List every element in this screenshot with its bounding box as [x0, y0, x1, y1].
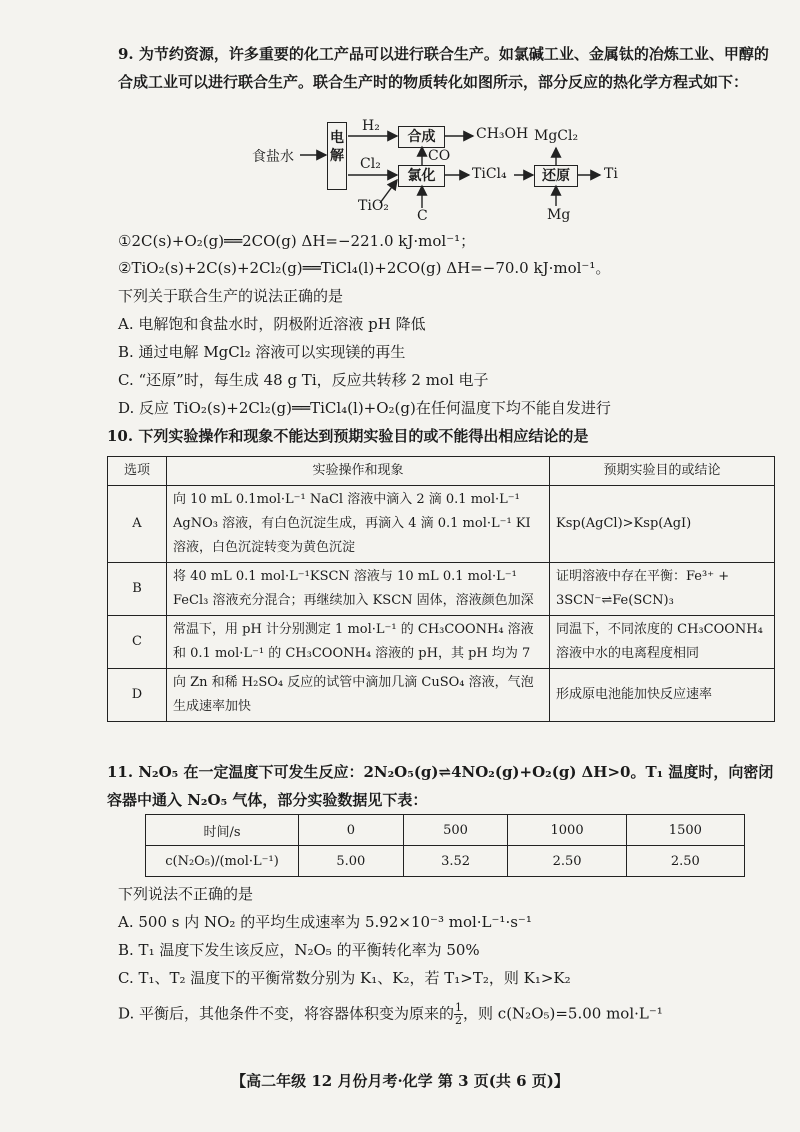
row-operation: 向 10 mL 0.1mol·L⁻¹ NaCl 溶液中滴入 2 滴 0.1 mol·L⁻¹ AgNO₃ 溶液，有白色沉淀生成，再滴入 4 滴 0.1 mol·L⁻¹ KI 溶液，白色沉淀转变为黄色沉淀: [167, 486, 550, 563]
q11-option-b: B. T₁ 温度下发生该反应，N₂O₅ 的平衡转化率为 50%: [118, 941, 480, 959]
header-option: 选项: [108, 457, 167, 486]
time-cell: 1500: [626, 815, 744, 846]
q11-stem: 11. N₂O₅ 在一定温度下可发生反应：2N₂O₅(g)⇌4NO₂(g)+O₂(g) ΔH>0。T₁ 温度时，向密闭容器中通入 N₂O₅ 气体，部分实验数据见下表：: [107, 763, 774, 809]
tio2-label: TiO₂: [358, 198, 389, 214]
q11-prompt: 下列说法不正确的是: [118, 885, 254, 903]
q10-table: [107, 456, 775, 722]
q11-option-c: C. T₁、T₂ 温度下的平衡常数分别为 K₁、K₂，若 T₁>T₂，则 K₁>K₂: [118, 969, 571, 987]
row-label: C: [108, 616, 167, 669]
chlorination-box: 氯化: [398, 165, 445, 187]
fraction-denominator: 2: [455, 1014, 463, 1027]
q9-equation-2: ②TiO₂(s)+2C(s)+2Cl₂(g)══TiCl₄(l)+2CO(g) ΔH=−70.0 kJ·mol⁻¹。: [118, 259, 611, 277]
electrolysis-box: [327, 122, 347, 190]
table-row: [108, 616, 775, 669]
brine-label: 食盐水: [252, 149, 294, 165]
mg-label: Mg: [547, 207, 571, 223]
cl2-label: Cl₂: [360, 156, 381, 172]
q10-stem: 10. 下列实验操作和现象不能达到预期实验目的或不能得出相应结论的是: [107, 427, 589, 445]
time-cell: 0: [299, 815, 404, 846]
row-conclusion: Ksp(AgCl)>Ksp(AgI): [550, 486, 775, 563]
time-cell: 500: [403, 815, 508, 846]
header-operation: 实验操作和现象: [167, 457, 550, 486]
methanol-label: CH₃OH: [476, 126, 529, 142]
concentration-header: c(N₂O₅)/(mol·L⁻¹): [146, 846, 299, 877]
table-row: [108, 563, 775, 616]
option-d-text-after: ，则 c(N₂O₅)=5.00 mol·L⁻¹: [463, 1004, 663, 1023]
row-label: B: [108, 563, 167, 616]
table-row: [146, 846, 745, 877]
q9-equation-1: ①2C(s)+O₂(g)══2CO(g) ΔH=−221.0 kJ·mol⁻¹；: [118, 232, 476, 250]
c-label: C: [417, 208, 428, 224]
option-d-text-before: D. 平衡后，其他条件不变，将容器体积变为原来的: [118, 1004, 455, 1023]
ti-label: Ti: [604, 166, 618, 182]
reduction-box: 还原: [534, 165, 578, 187]
ticl4-label: TiCl₄: [472, 166, 507, 182]
table-row: [108, 669, 775, 722]
row-conclusion: 同温下，不同浓度的 CH₃COONH₄ 溶液中水的电离程度相同: [550, 616, 775, 669]
table-header-row: [108, 457, 775, 486]
process-flow-diagram: [250, 118, 630, 228]
q11-option-d: [118, 1002, 663, 1027]
row-label: D: [108, 669, 167, 722]
concentration-cell: 2.50: [508, 846, 626, 877]
row-conclusion: 证明溶液中存在平衡：Fe³⁺ + 3SCN⁻⇌Fe(SCN)₃: [550, 563, 775, 616]
q9-option-b: B. 通过电解 MgCl₂ 溶液可以实现镁的再生: [118, 343, 406, 361]
q9-option-d: D. 反应 TiO₂(s)+2Cl₂(g)══TiCl₄(l)+O₂(g)在任何温度下均不能自发进行: [118, 399, 611, 417]
header-conclusion: 预期实验目的或结论: [550, 457, 775, 486]
time-cell: 1000: [508, 815, 626, 846]
row-operation: 向 Zn 和稀 H₂SO₄ 反应的试管中滴加几滴 CuSO₄ 溶液，气泡生成速率加快: [167, 669, 550, 722]
co-label: CO: [428, 148, 451, 164]
time-header: 时间/s: [146, 815, 299, 846]
concentration-cell: 2.50: [626, 846, 744, 877]
table-row: [108, 486, 775, 563]
q9-option-c: C. “还原”时，每生成 48 g Ti，反应共转移 2 mol 电子: [118, 371, 489, 389]
q11-data-table: [145, 814, 745, 877]
page-footer: 【高二年级 12 月份月考·化学 第 3 页(共 6 页)】: [231, 1072, 569, 1090]
mgcl2-label: MgCl₂: [534, 128, 579, 144]
fraction-numerator: 1: [455, 1001, 463, 1014]
q11-option-a: A. 500 s 内 NO₂ 的平均生成速率为 5.92×10⁻³ mol·L⁻¹·s⁻¹: [118, 913, 532, 931]
row-operation: 常温下，用 pH 计分别测定 1 mol·L⁻¹ 的 CH₃COONH₄ 溶液和 0.1 mol·L⁻¹ 的 CH₃COONH₄ 溶液的 pH，其 pH 均为 7: [167, 616, 550, 669]
concentration-cell: 3.52: [403, 846, 508, 877]
row-conclusion: 形成原电池能加快反应速率: [550, 669, 775, 722]
h2-label: H₂: [362, 118, 380, 134]
fraction-one-half: [454, 1002, 463, 1027]
row-operation: 将 40 mL 0.1 mol·L⁻¹KSCN 溶液与 10 mL 0.1 mol·L⁻¹ FeCl₃ 溶液充分混合；再继续加入 KSCN 固体，溶液颜色加深: [167, 563, 550, 616]
table-row: [146, 815, 745, 846]
q9-prompt: 下列关于联合生产的说法正确的是: [118, 287, 344, 305]
q9-option-a: A. 电解饱和食盐水时，阴极附近溶液 pH 降低: [118, 315, 426, 333]
electrolysis-label: 电解: [330, 130, 344, 164]
synthesis-box: 合成: [398, 126, 445, 148]
concentration-cell: 5.00: [299, 846, 404, 877]
row-label: A: [108, 486, 167, 563]
q9-stem: 9. 为节约资源，许多重要的化工产品可以进行联合生产。如氯碱工业、金属钛的冶炼工业、甲醇的合成工业可以进行联合生产。联合生产时的物质转化如图所示，部分反应的热化学方程式如下：: [118, 45, 769, 91]
